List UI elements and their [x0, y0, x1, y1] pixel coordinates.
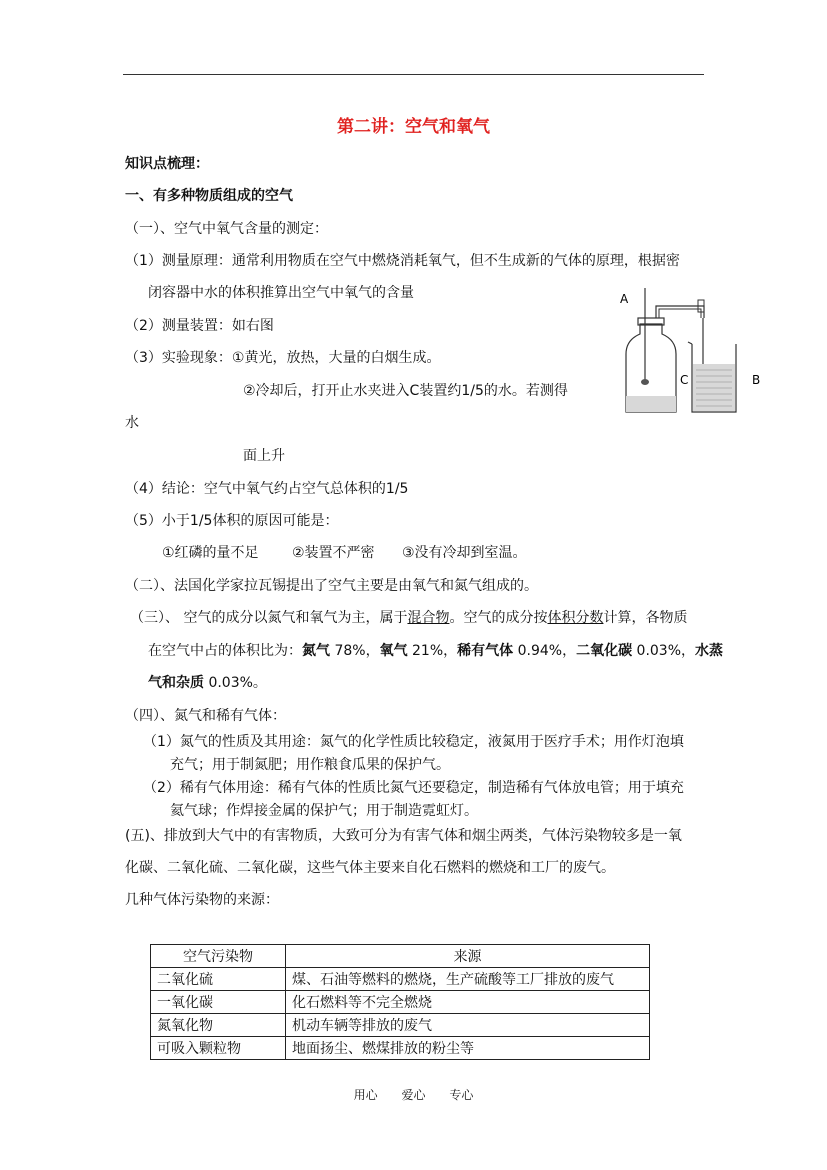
table-header: 空气污染物 — [151, 945, 286, 968]
item-3-line-2: ②冷却后，打开止水夹进入C装置约1/5的水。若测得 — [243, 383, 568, 399]
table-row — [151, 1014, 650, 1037]
section-heading: 一、有多种物质组成的空气 — [125, 188, 293, 204]
label-a: A — [620, 292, 629, 306]
subheading-5-line-2: 化碳、二氧化硫、二氧化碳，这些气体主要来自化石燃料的燃烧和工厂的废气。 — [125, 860, 615, 876]
apparatus-figure — [612, 284, 772, 418]
table-cell: 地面扬尘、燃煤排放的粉尘等 — [286, 1037, 650, 1060]
table-cell: 煤、石油等燃料的燃烧，生产硫酸等工厂排放的废气 — [286, 968, 650, 991]
subheading-4: （四）、氮气和稀有气体： — [125, 708, 286, 724]
page-title: 第二讲：空气和氧气 — [337, 117, 490, 137]
item-2: （2）测量装置：如右图 — [125, 318, 274, 334]
table-header-row — [151, 945, 650, 968]
header-rule — [123, 74, 704, 75]
item-3-line-3: 水 — [125, 415, 139, 431]
reason-2: ②装置不严密 — [292, 545, 375, 561]
item-5: （5）小于1/5体积的原因可能是： — [125, 513, 339, 529]
footer-text: 专心 — [449, 1088, 474, 1102]
table-row — [151, 1037, 650, 1060]
label-c: C — [680, 373, 689, 387]
table-row — [151, 991, 650, 1014]
item-3-line-4: 面上升 — [243, 448, 285, 464]
footer-text: 用心 — [353, 1088, 378, 1102]
subheading-3-line-1: （三）、 空气的成分以氮气和氧气为主，属于混合物。空气的成分按体积分数计算，各物质 — [130, 610, 688, 626]
nitrogen-uses-line-2: 充气；用于制氮肥；用作粮食瓜果的保护气。 — [170, 757, 450, 773]
subheading-5-line-1: (五)、排放到大气中的有害物质，大致可分为有害气体和烟尘两类，气体污染物较多是一氧 — [125, 828, 682, 844]
pollutant-sources-table — [150, 944, 650, 1060]
page-footer — [0, 1086, 827, 1103]
item-1-line-1: （1）测量原理：通常利用物质在空气中燃烧消耗氧气，但不生成新的气体的原理，根据密 — [125, 253, 680, 269]
subheading-3-line-3: 气和杂质 0.03%。 — [148, 675, 267, 691]
item-3-line-1: （3）实验现象：①黄光，放热，大量的白烟生成。 — [125, 350, 441, 366]
table-cell: 二氧化硫 — [151, 968, 286, 991]
table-row — [151, 968, 650, 991]
table-cell: 一氧化碳 — [151, 991, 286, 1014]
footer-text: 爱心 — [401, 1088, 426, 1102]
reason-1: ①红磷的量不足 — [162, 545, 259, 561]
label-b: B — [752, 373, 761, 387]
table-cell: 机动车辆等排放的废气 — [286, 1014, 650, 1037]
term-volume-fraction: 体积分数 — [547, 610, 604, 626]
item-4: （4）结论：空气中氧气约占空气总体积的1/5 — [125, 481, 409, 497]
rare-gas-uses-line-2: 氦气球；作焊接金属的保护气；用于制造霓虹灯。 — [170, 803, 478, 819]
table-header: 来源 — [286, 945, 650, 968]
table-cell: 氮氧化物 — [151, 1014, 286, 1037]
subheading-1: （一）、空气中氧气含量的测定： — [125, 221, 328, 237]
review-heading: 知识点梳理： — [125, 156, 209, 172]
table-cell: 化石燃料等不完全燃烧 — [286, 991, 650, 1014]
term-mixture: 混合物 — [407, 610, 450, 626]
subheading-3-line-2: 在空气中占的体积比为：氮气 78%，氧气 21%，稀有气体 0.94%，二氧化碳 0.03%，水蒸 — [148, 643, 724, 659]
subheading-2: （二）、法国化学家拉瓦锡提出了空气主要是由氧气和氮气组成的。 — [125, 578, 538, 594]
item-1-line-2: 闭容器中水的体积推算出空气中氧气的含量 — [148, 285, 414, 301]
reason-3: ③没有冷却到室温。 — [402, 545, 527, 561]
table-cell: 可吸入颗粒物 — [151, 1037, 286, 1060]
rare-gas-uses-line-1: （2）稀有气体用途：稀有气体的性质比氮气还要稳定，制造稀有气体放电管；用于填充 — [143, 780, 684, 796]
sources-intro: 几种气体污染物的来源： — [125, 892, 279, 908]
nitrogen-uses-line-1: （1）氮气的性质及其用途：氮气的化学性质比较稳定，液氮用于医疗手术；用作灯泡填 — [143, 734, 684, 750]
